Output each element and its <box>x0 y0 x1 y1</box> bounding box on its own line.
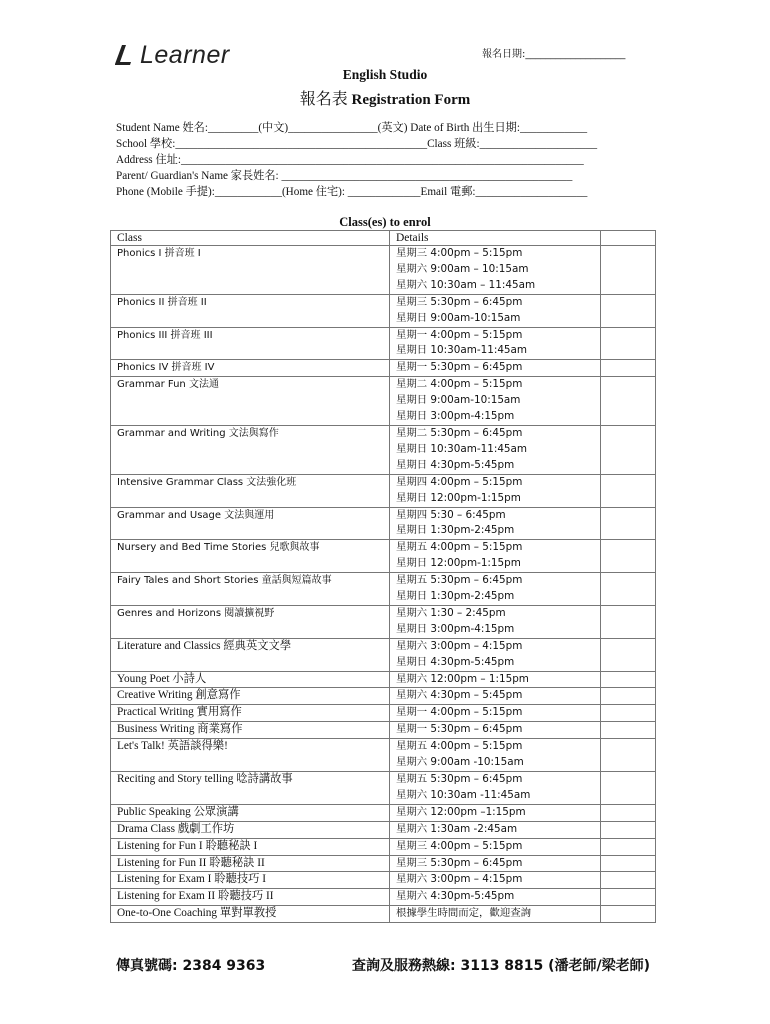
class-name: Creative Writing 創意寫作 <box>111 688 390 705</box>
table-row <box>111 772 656 805</box>
student-name-field[interactable]: Student Name 姓名:_________(中文)________________(英文) Date of Birth 出生日期:____________ <box>116 122 588 134</box>
class-name: Grammar and Usage 文法與運用 <box>111 507 390 540</box>
schedule-line: 星期日 3:00pm-4:15pm <box>395 410 515 423</box>
table-row <box>111 688 656 705</box>
schedule-line: 星期一 5:30pm – 6:45pm <box>395 361 523 374</box>
schedule-line: 星期三 4:00pm – 5:15pm <box>395 839 523 852</box>
fax-number: 傳真號碼: 2384 9363 <box>116 958 266 974</box>
table-row <box>111 638 656 671</box>
schedule-line: 星期三 5:30pm – 6:45pm <box>395 295 523 308</box>
enrol-checkbox-cell[interactable] <box>601 377 656 426</box>
schedule-line: 星期四 4:00pm – 5:15pm <box>395 475 523 488</box>
class-details <box>389 705 600 722</box>
logo-text: Learner <box>140 40 230 69</box>
schedule-line: 星期一 5:30pm – 6:45pm <box>395 723 523 736</box>
schedule-line: 星期五 5:30pm – 6:45pm <box>395 574 523 587</box>
class-name: Phonics I 拼音班 I <box>111 246 390 295</box>
table-row <box>111 906 656 923</box>
classes-table <box>110 230 656 923</box>
form-title: English Studio <box>342 67 428 82</box>
enrol-checkbox-cell[interactable] <box>601 705 656 722</box>
class-name: Intensive Grammar Class 文法強化班 <box>111 474 390 507</box>
table-row <box>111 360 656 377</box>
table-row <box>111 605 656 638</box>
class-details <box>389 906 600 923</box>
enrol-checkbox-cell[interactable] <box>601 889 656 906</box>
schedule-line: 星期六 10:30am – 11:45am <box>395 278 536 291</box>
table-row <box>111 294 656 327</box>
table-row <box>111 246 656 295</box>
class-details <box>389 605 600 638</box>
form-subtitle-en: Registration Form <box>351 92 471 108</box>
class-details <box>389 872 600 889</box>
guardian-name-field[interactable]: Parent/ Guardian's Name 家長姓名: ____________________________________________________ <box>116 170 573 182</box>
class-name: Phonics III 拼音班 III <box>111 327 390 360</box>
enrol-checkbox-cell[interactable] <box>601 573 656 606</box>
schedule-line: 星期日 10:30am-11:45am <box>395 442 528 455</box>
enrol-checkbox-cell[interactable] <box>601 605 656 638</box>
class-details <box>389 889 600 906</box>
schedule-line: 星期六 3:00pm – 4:15pm <box>395 639 523 652</box>
schedule-line: 星期一 4:00pm – 5:15pm <box>395 706 523 719</box>
schedule-line: 星期三 5:30pm – 6:45pm <box>395 856 523 869</box>
class-details <box>389 821 600 838</box>
registration-date-field[interactable]: 報名日期:____________________ <box>482 49 626 60</box>
class-name: Nursery and Bed Time Stories 兒歌與故事 <box>111 540 390 573</box>
table-row <box>111 671 656 688</box>
form-subtitle <box>0 86 770 109</box>
schedule-line: 星期五 5:30pm – 6:45pm <box>395 773 523 785</box>
class-details <box>389 425 600 474</box>
enrol-checkbox-cell[interactable] <box>601 246 656 295</box>
classes-section-title: Class(es) to enrol <box>339 215 431 229</box>
schedule-line: 星期六 12:00pm –1:15pm <box>395 805 526 818</box>
enrol-checkbox-cell[interactable] <box>601 294 656 327</box>
class-name: Drama Class 戲劇工作坊 <box>111 821 390 838</box>
schedule-line: 根據學生時間而定，歡迎查詢 <box>395 907 532 920</box>
schedule-line: 星期日 3:00pm-4:15pm <box>395 622 515 635</box>
schedule-line: 星期六 12:00pm – 1:15pm <box>395 672 529 685</box>
class-name: Practical Writing 實用寫作 <box>111 705 390 722</box>
schedule-line: 星期四 5:30 – 6:45pm <box>395 508 506 521</box>
enrol-checkbox-cell[interactable] <box>601 804 656 821</box>
class-name: Phonics II 拼音班 II <box>111 294 390 327</box>
schedule-line: 星期六 1:30 – 2:45pm <box>395 606 506 619</box>
enrol-checkbox-cell[interactable] <box>601 540 656 573</box>
class-details <box>389 722 600 739</box>
table-row <box>111 855 656 872</box>
enrol-checkbox-cell[interactable] <box>601 772 656 805</box>
table-row <box>111 540 656 573</box>
class-name: Listening for Fun II 聆聽秘訣 II <box>111 855 390 872</box>
enrol-checkbox-cell[interactable] <box>601 739 656 772</box>
schedule-line: 星期日 4:30pm-5:45pm <box>395 655 515 668</box>
address-field[interactable]: Address 住址:________________________________________________________________________ <box>116 154 584 166</box>
schedule-line: 星期日 12:00pm-1:15pm <box>395 491 521 504</box>
class-details <box>389 855 600 872</box>
schedule-line: 星期日 4:30pm-5:45pm <box>395 458 515 471</box>
class-details <box>389 327 600 360</box>
class-name: Literature and Classics 經典英文文學 <box>111 638 390 671</box>
class-details <box>389 246 600 295</box>
enrol-checkbox-cell[interactable] <box>601 838 656 855</box>
schedule-line: 星期六 10:30am -11:45am <box>395 788 531 801</box>
schedule-line: 星期三 4:00pm – 5:15pm <box>395 247 523 259</box>
class-name: Phonics IV 拼音班 IV <box>111 360 390 377</box>
table-row <box>111 573 656 606</box>
class-details <box>389 838 600 855</box>
class-details <box>389 804 600 821</box>
class-details <box>389 377 600 426</box>
enrol-checkbox-cell[interactable] <box>601 872 656 889</box>
class-name: Reciting and Story telling 唸詩講故事 <box>111 772 390 805</box>
class-name: Let's Talk! 英語談得樂! <box>111 739 390 772</box>
table-row <box>111 507 656 540</box>
hotline: 查詢及服務熱線: 3113 8815 (潘老師/梁老師) <box>352 958 651 974</box>
enrol-checkbox-cell[interactable] <box>601 671 656 688</box>
class-name: Business Writing 商業寫作 <box>111 722 390 739</box>
table-row <box>111 722 656 739</box>
class-name: Listening for Fun I 聆聽秘訣 I <box>111 838 390 855</box>
table-row <box>111 705 656 722</box>
schedule-line: 星期日 10:30am-11:45am <box>395 344 528 357</box>
enrol-checkbox-cell[interactable] <box>601 638 656 671</box>
enrol-checkbox-cell[interactable] <box>601 906 656 923</box>
table-row <box>111 838 656 855</box>
schedule-line: 星期日 9:00am-10:15am <box>395 311 521 324</box>
schedule-line: 星期六 4:30pm-5:45pm <box>395 890 515 903</box>
enrol-checkbox-cell[interactable] <box>601 474 656 507</box>
school-field[interactable]: School 學校:_____________________________________________Class 班級:_____________________ <box>116 138 598 150</box>
schedule-line: 星期六 4:30pm – 5:45pm <box>395 689 523 702</box>
class-column-header: Class <box>111 231 390 246</box>
table-row <box>111 889 656 906</box>
class-details <box>389 739 600 772</box>
enrol-checkbox-cell[interactable] <box>601 425 656 474</box>
table-row <box>111 327 656 360</box>
class-details <box>389 688 600 705</box>
schedule-line: 星期二 5:30pm – 6:45pm <box>395 426 523 439</box>
enrol-checkbox-cell[interactable] <box>601 821 656 838</box>
class-details <box>389 360 600 377</box>
schedule-line: 星期日 12:00pm-1:15pm <box>395 557 521 570</box>
class-name: Public Speaking 公眾演講 <box>111 804 390 821</box>
table-row <box>111 739 656 772</box>
table-row <box>111 425 656 474</box>
class-name: Fairy Tales and Short Stories 童話與短篇故事 <box>111 573 390 606</box>
schedule-line: 星期一 4:00pm – 5:15pm <box>395 328 523 341</box>
table-row <box>111 377 656 426</box>
details-column-header: Details <box>389 231 600 246</box>
enrol-checkbox-cell[interactable] <box>601 688 656 705</box>
class-details <box>389 507 600 540</box>
schedule-line: 星期六 9:00am -10:15am <box>395 756 524 769</box>
class-details <box>389 474 600 507</box>
class-details <box>389 671 600 688</box>
enrol-checkbox-cell[interactable] <box>601 507 656 540</box>
table-row <box>111 804 656 821</box>
tick-column-header <box>601 231 656 246</box>
enrol-checkbox-cell[interactable] <box>601 722 656 739</box>
table-row <box>111 474 656 507</box>
learner-logo-icon <box>112 42 134 68</box>
schedule-line: 星期五 4:00pm – 5:15pm <box>395 740 523 753</box>
schedule-line: 星期六 1:30am -2:45am <box>395 822 518 835</box>
class-name: One-to-One Coaching 單對單教授 <box>111 906 390 923</box>
enrol-checkbox-cell[interactable] <box>601 855 656 872</box>
schedule-line: 星期日 1:30pm-2:45pm <box>395 524 515 537</box>
class-name: Listening for Exam I 聆聽技巧 I <box>111 872 390 889</box>
table-header-row <box>111 231 656 246</box>
table-row <box>111 872 656 889</box>
enrol-checkbox-cell[interactable] <box>601 327 656 360</box>
class-details <box>389 573 600 606</box>
class-name: Grammar Fun 文法通 <box>111 377 390 426</box>
class-name: Genres and Horizons 閱讀擴視野 <box>111 605 390 638</box>
class-name: Listening for Exam II 聆聽技巧 II <box>111 889 390 906</box>
table-row <box>111 821 656 838</box>
class-details <box>389 540 600 573</box>
schedule-line: 星期日 1:30pm-2:45pm <box>395 590 515 603</box>
schedule-line: 星期六 3:00pm – 4:15pm <box>395 873 523 886</box>
class-details <box>389 772 600 805</box>
class-details <box>389 638 600 671</box>
enrol-checkbox-cell[interactable] <box>601 360 656 377</box>
schedule-line: 星期二 4:00pm – 5:15pm <box>395 378 523 391</box>
schedule-line: 星期六 9:00am – 10:15am <box>395 262 529 275</box>
schedule-line: 星期日 9:00am-10:15am <box>395 394 521 407</box>
class-name: Young Poet 小詩人 <box>111 671 390 688</box>
phone-email-field[interactable]: Phone (Mobile 手提):____________(Home 住宅): _____________Email 電郵:____________________ <box>116 186 588 198</box>
schedule-line: 星期五 4:00pm – 5:15pm <box>395 541 523 554</box>
class-name: Grammar and Writing 文法與寫作 <box>111 425 390 474</box>
class-details <box>389 294 600 327</box>
form-subtitle-zh: 報名表 <box>299 89 348 108</box>
